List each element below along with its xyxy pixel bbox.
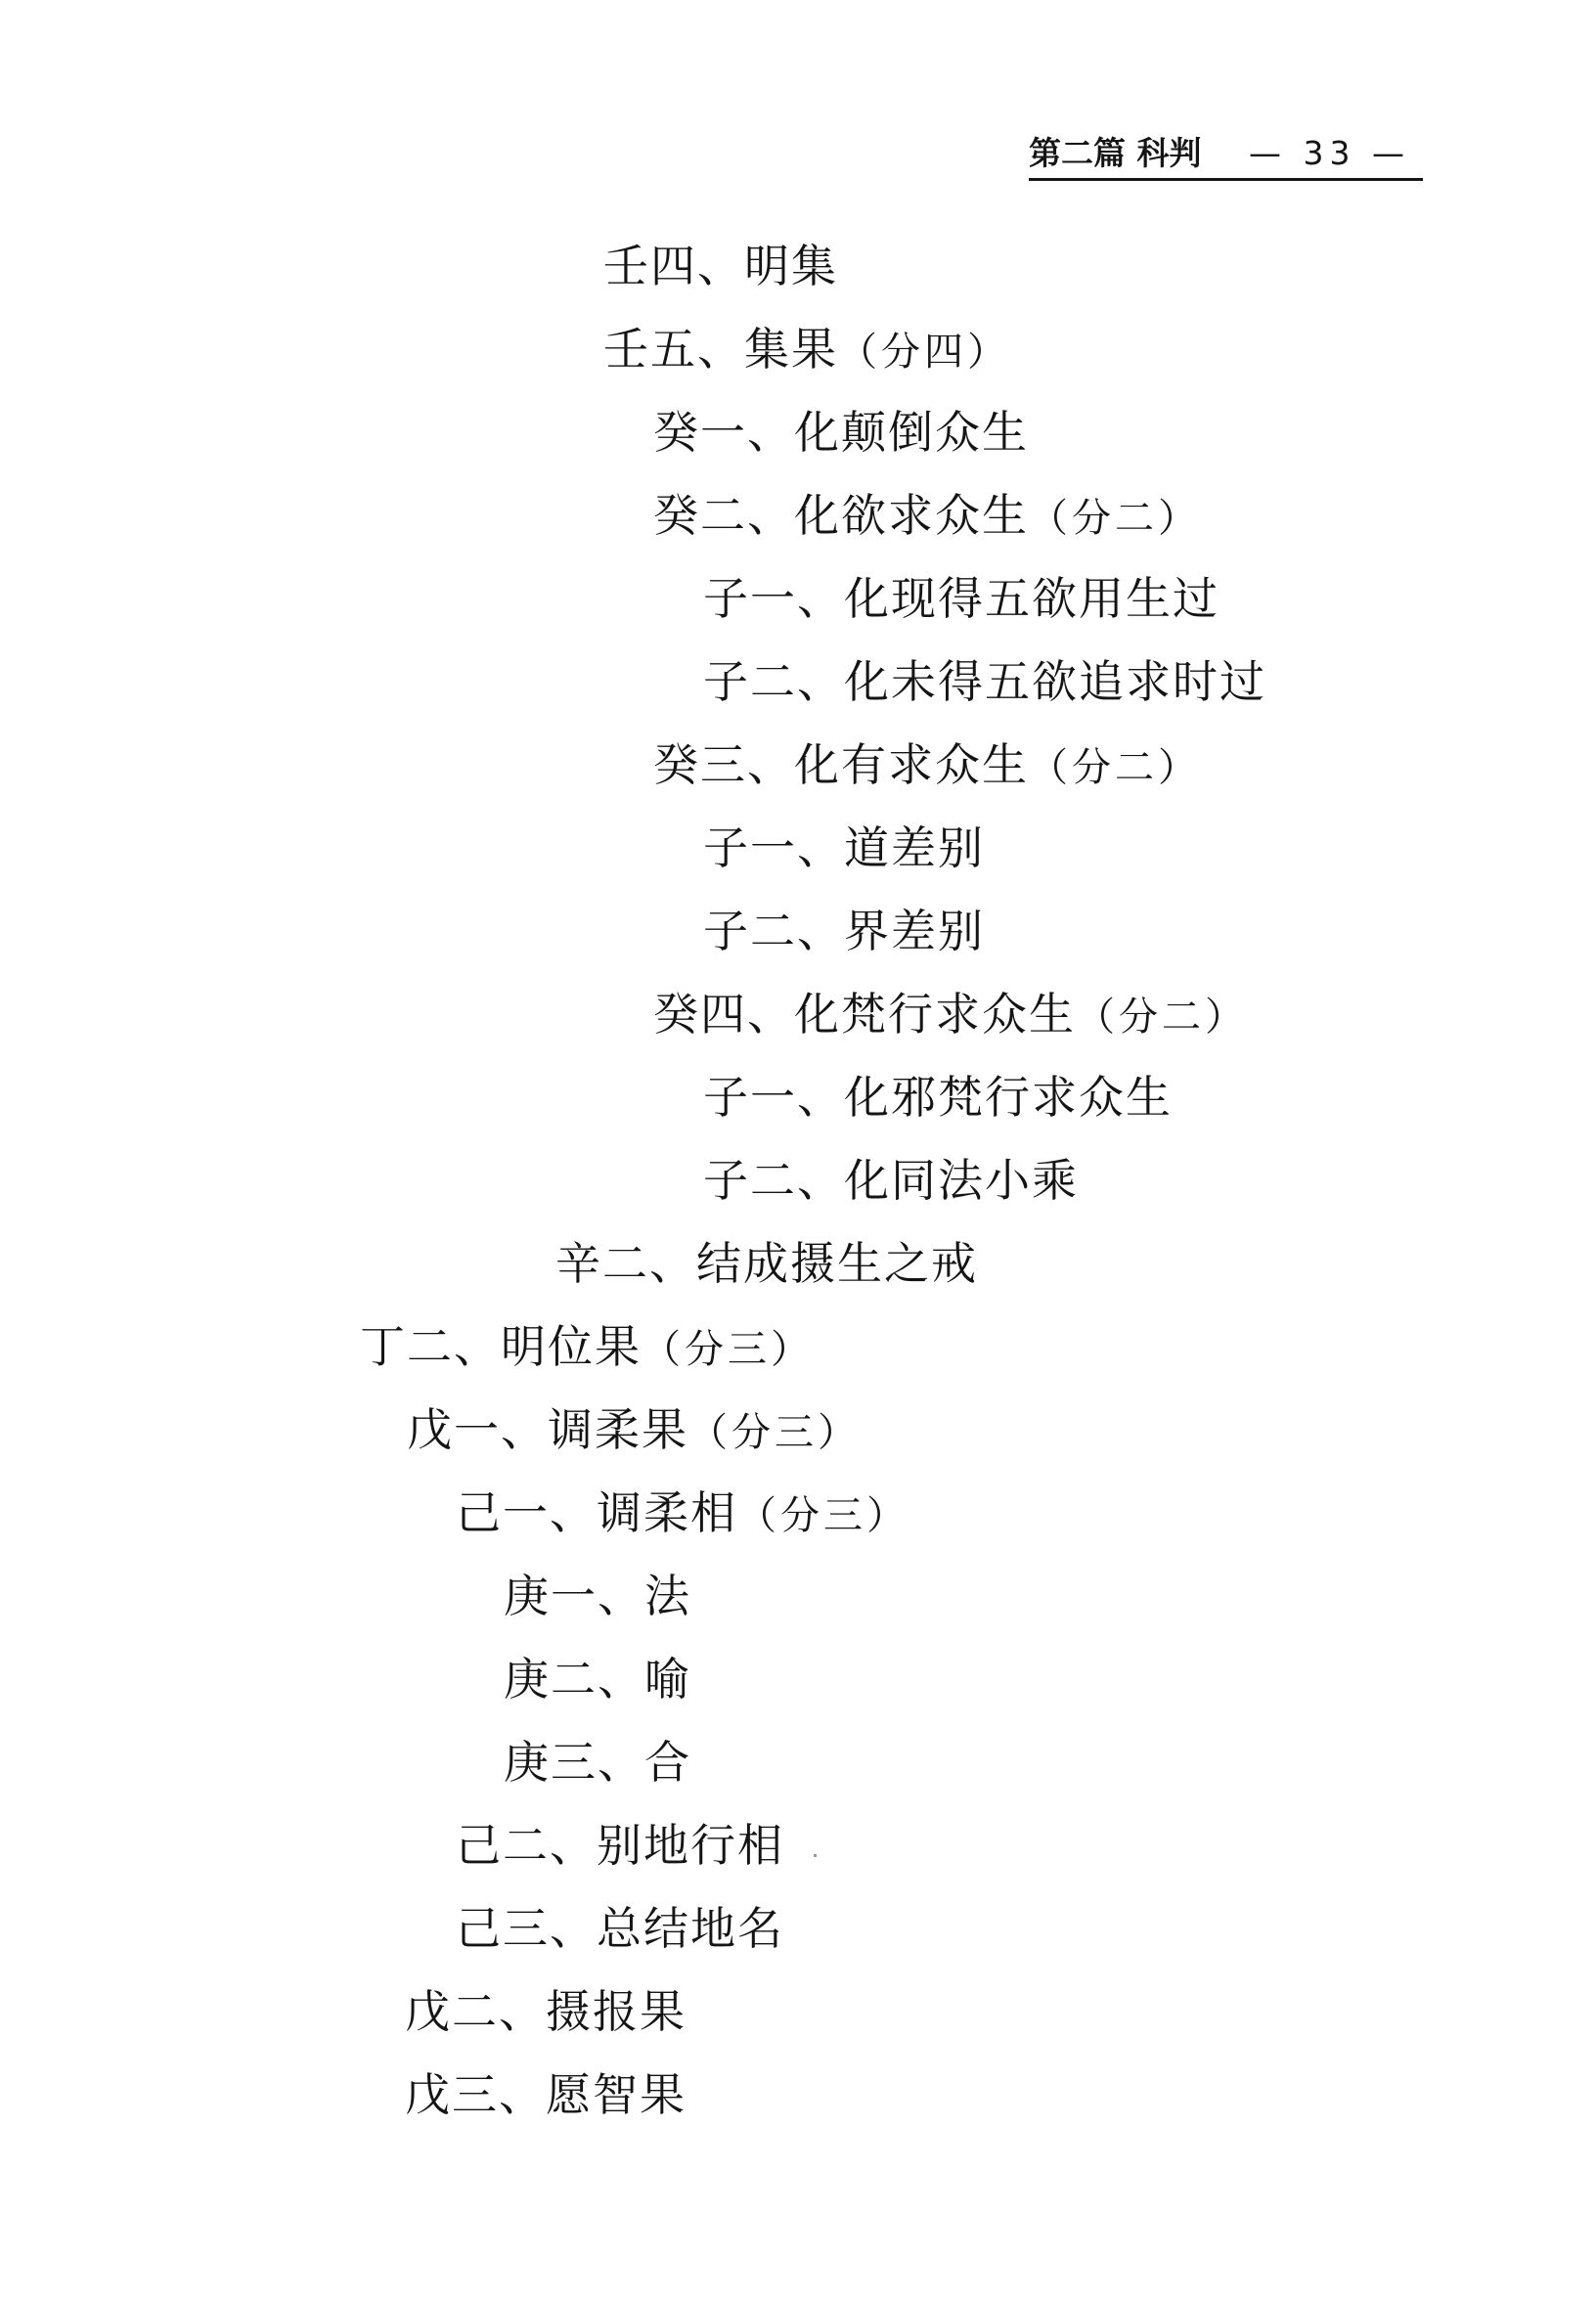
outline-item [653, 735, 1201, 797]
outline-item-text: 庚三、合 [504, 1736, 691, 1789]
outline-item-text: 庚二、喻 [504, 1653, 691, 1705]
outline-item [456, 1816, 784, 1878]
page-number: — 33 — [1249, 134, 1410, 172]
outline-item-text: 辛二、结成摄生之戒 [555, 1237, 978, 1290]
outline-item [653, 403, 1029, 465]
outline-item [456, 1484, 909, 1545]
outline-item-text: 戊二、摄报果 [405, 1985, 687, 2038]
outline-item [603, 237, 838, 298]
outline-item-text: 子一、化邪梵行求众生 [703, 1071, 1173, 1124]
outline-item-note: （分四） [838, 330, 1010, 375]
outline-item-text: 子二、化未得五欲追求时过 [703, 655, 1266, 708]
outline-item [653, 486, 1201, 548]
outline-item [703, 902, 985, 963]
outline-item [360, 1317, 814, 1379]
outline-item-note: （分二） [1029, 745, 1201, 790]
outline-item-note: （分三） [737, 1493, 909, 1538]
outline-item-text: 壬四、明集 [603, 240, 838, 292]
outline-item [603, 320, 1010, 381]
outline-item [555, 1234, 978, 1296]
outline-item [703, 1068, 1173, 1129]
outline-item-text: 子一、道差别 [703, 821, 985, 874]
outline-item-text: 癸二、化欲求众生 [653, 489, 1029, 542]
outline-item-text: 丁二、明位果 [360, 1320, 642, 1373]
outline-item [405, 2065, 687, 2127]
outline-item [456, 1899, 784, 1961]
outline-item [504, 1650, 691, 1711]
scan-speck [814, 1854, 817, 1857]
outline-item-text: 癸三、化有求众生 [653, 738, 1029, 791]
outline-item-text: 癸一、化颠倒众生 [653, 406, 1029, 459]
outline-item-text: 己二、别地行相 [456, 1819, 784, 1872]
outline-item [703, 819, 985, 880]
outline-item [407, 1400, 861, 1462]
chapter-title: 第二篇 科判 [1029, 134, 1202, 172]
outline-item-text: 壬五、集果 [603, 323, 838, 376]
outline-item-text: 庚一、法 [504, 1570, 691, 1622]
outline-item [703, 652, 1266, 714]
outline-item-text: 己三、总结地名 [456, 1902, 784, 1955]
outline-item-text: 癸四、化梵行求众生 [653, 988, 1076, 1041]
outline-item [504, 1567, 691, 1628]
outline-item [405, 1982, 687, 2044]
outline-item-note: （分三） [642, 1327, 814, 1372]
outline-item-text: 戊三、愿智果 [405, 2068, 687, 2121]
outline-item-text: 子一、化现得五欲用生过 [703, 572, 1219, 625]
outline-item-note: （分二） [1076, 995, 1248, 1040]
outline-item-note: （分三） [688, 1410, 861, 1455]
outline-item [703, 569, 1219, 631]
outline-item [504, 1733, 691, 1794]
outline-item-note: （分二） [1029, 496, 1201, 541]
outline-item [703, 1151, 1079, 1213]
outline-item [653, 985, 1248, 1046]
outline-item-text: 子二、界差别 [703, 905, 985, 957]
outline-item-text: 己一、调柔相 [456, 1486, 737, 1539]
outline-item-text: 戊一、调柔果 [407, 1403, 688, 1456]
outline-item-text: 子二、化同法小乘 [703, 1154, 1079, 1207]
